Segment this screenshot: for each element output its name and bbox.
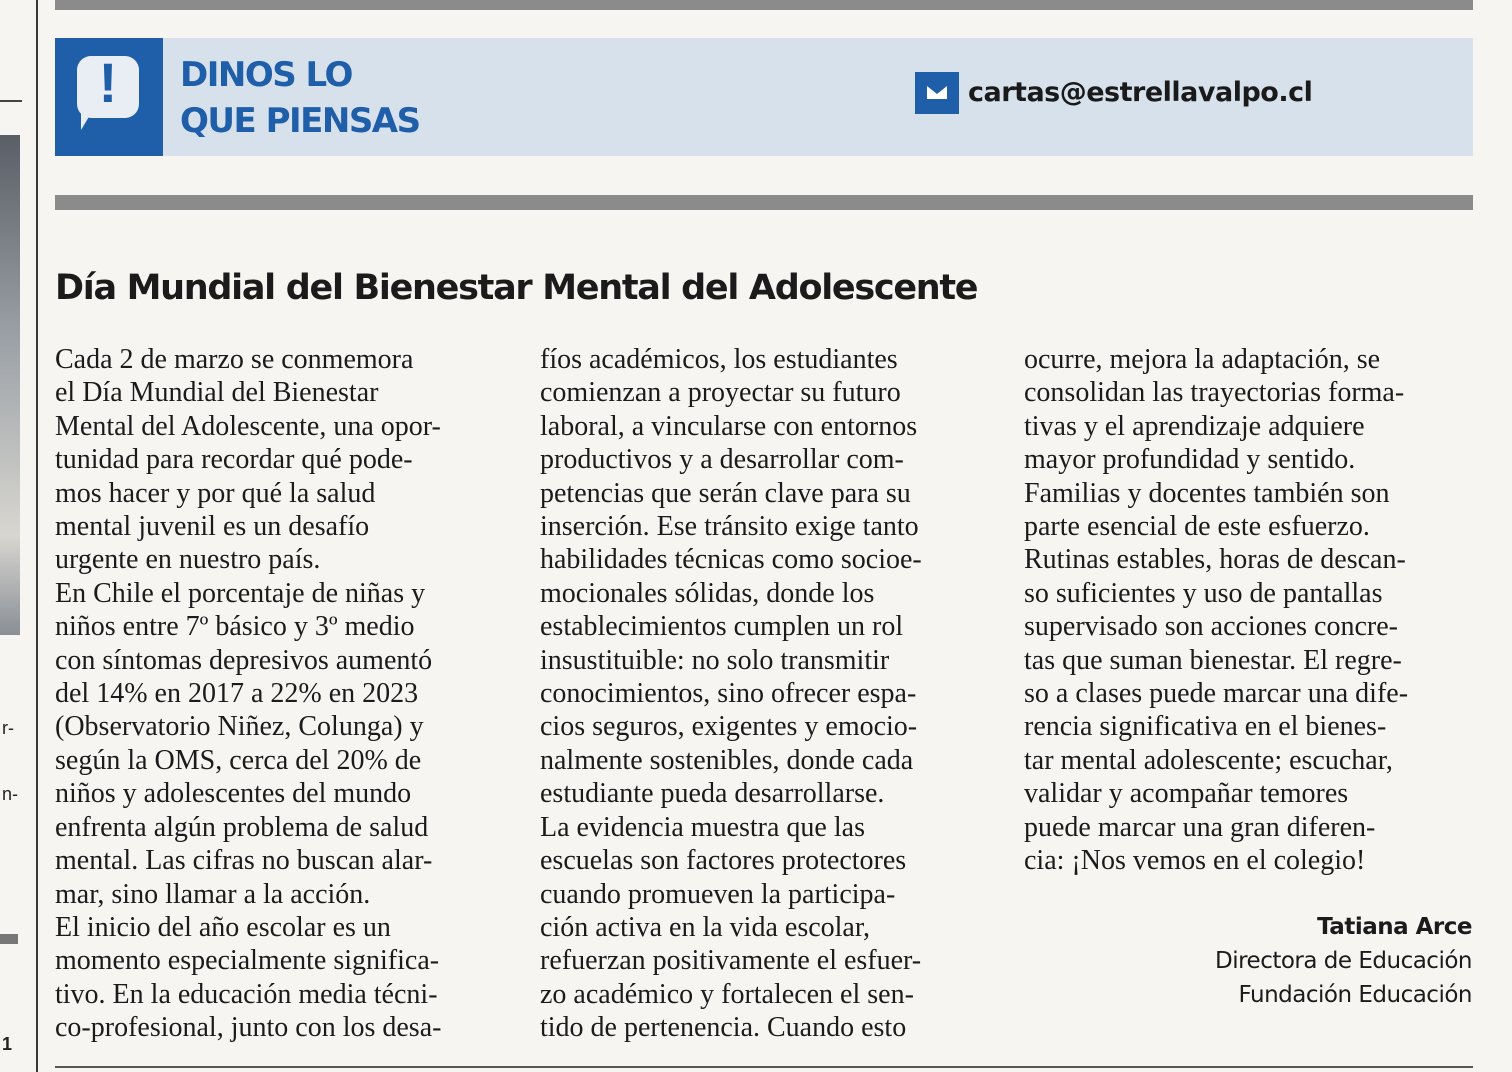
gutter-text-fragment: r- (2, 718, 14, 738)
article-text-line: puede marcar una gran diferen- (1024, 811, 1376, 843)
article-text-line: Mental del Adolescente, una opor- (55, 410, 441, 442)
article-column-1 (55, 343, 510, 1045)
article-text-line: tivas y el aprendizaje adquiere (1024, 410, 1365, 442)
article-text-line: mar, sino llamar a la acción. (55, 878, 371, 910)
section-title (180, 52, 420, 144)
article-text-line: Rutinas estables, horas de descan- (1024, 544, 1406, 576)
article-text-line: habilidades técnicas como socioe- (540, 544, 922, 576)
section-divider-bar (55, 195, 1473, 210)
article-text-line: so suficientes y uso de pantallas (1024, 577, 1383, 609)
article-text-line: co-profesional, junto con los desa- (55, 1012, 442, 1044)
article-text-line: refuerzan positivamente el esfuer- (540, 945, 922, 977)
bottom-rule (55, 1066, 1473, 1068)
article-text-line: inserción. Ese tránsito exige tanto (540, 511, 919, 543)
article-text-line: tas que suman bienestar. El regre- (1024, 644, 1402, 676)
article-text-line: del 14% en 2017 a 22% en 2023 (55, 678, 419, 710)
article-text-line: parte esencial de este esfuerzo. (1024, 511, 1370, 543)
article-text-line: fíos académicos, los estudiantes (540, 344, 898, 375)
article-text-line: cuando promueven la participa- (540, 878, 896, 910)
article-text-line: Cada 2 de marzo se conmemora (55, 344, 414, 375)
article-text-line: tido de pertenencia. Cuando esto (540, 1012, 907, 1044)
article-text-line: mocionales sólidas, donde los (540, 577, 875, 609)
article-text-line: mental. Las cifras no buscan alar- (55, 845, 433, 877)
section-title-line: DINOS LO (180, 55, 352, 95)
article-text-line: enfrenta algún problema de salud (55, 811, 429, 843)
gutter-divider (0, 100, 22, 102)
article-text-line: consolidan las trayectorias forma- (1024, 377, 1405, 409)
article-text-line: el Día Mundial del Bienestar (55, 377, 379, 409)
section-badge (55, 38, 163, 156)
article-text-line: niños y adolescentes del mundo (55, 778, 412, 810)
article-text-line: cios seguros, exigentes y emocio- (540, 711, 918, 743)
gutter-page-number: 1 (2, 1034, 13, 1054)
section-title-line: QUE PIENSAS (180, 101, 420, 141)
article-headline: Día Mundial del Bienestar Mental del Adolescente (55, 268, 978, 308)
gutter-photo-fragment (0, 135, 20, 635)
author-organization: Fundación Educación (1238, 982, 1472, 1008)
article-text-line: En Chile el porcentaje de niñas y (55, 577, 426, 609)
article-text-line: comienzan a proyectar su futuro (540, 377, 901, 409)
article-text-line: niños entre 7º básico y 3º medio (55, 611, 415, 643)
article-text-line: supervisado son acciones concre- (1024, 611, 1398, 643)
article-text-line: productivos y a desarrollar com- (540, 444, 904, 476)
article-text-line: según la OMS, cerca del 20% de (55, 744, 422, 776)
author-name: Tatiana Arce (1317, 914, 1472, 940)
article-text-line: establecimientos cumplen un rol (540, 611, 904, 643)
gutter-rule (36, 0, 38, 1072)
article-text-line: estudiante pueda desarrollarse. (540, 778, 885, 810)
article-text-line: mayor profundidad y sentido. (1024, 444, 1356, 476)
adjacent-page-gutter (0, 0, 40, 1072)
author-title: Directora de Educación (1215, 948, 1472, 974)
article-text-line: urgente en nuestro país. (55, 544, 321, 576)
section-banner (55, 38, 1473, 156)
article-text-line: mental juvenil es un desafío (55, 511, 370, 543)
article-text-line: laboral, a vincularse con entornos (540, 410, 918, 442)
article-text-line: La evidencia muestra que las (540, 811, 865, 843)
article-text-line: (Observatorio Niñez, Colunga) y (55, 711, 424, 743)
gutter-bar (0, 934, 18, 944)
signature-block (1215, 910, 1472, 1012)
gutter-text-fragment: n- (2, 784, 19, 804)
article-text-line: zo académico y fortalecen el sen- (540, 978, 914, 1010)
top-divider-bar (55, 0, 1473, 10)
article-text-line: petencias que serán clave para su (540, 477, 911, 509)
article-text-line: con síntomas depresivos aumentó (55, 644, 433, 676)
article-text-line: momento especialmente significa- (55, 945, 440, 977)
article-text-line: Familias y docentes también son (1024, 477, 1390, 509)
article-text-line: nalmente sostenibles, donde cada (540, 744, 914, 776)
article-text-line: rencia significativa en el bienes- (1024, 711, 1387, 743)
article-text-line: insustituible: no solo transmitir (540, 644, 890, 676)
article-text-line: tar mental adolescente; escuchar, (1024, 744, 1393, 776)
article-column-3 (1024, 343, 1474, 878)
article-text-line: tunidad para recordar qué pode- (55, 444, 413, 476)
article-column-2 (540, 343, 995, 1045)
article-text-line: ocurre, mejora la adaptación, se (1024, 344, 1381, 375)
article-text-line: escuelas son factores protectores (540, 845, 907, 877)
article-text-line: ción activa en la vida escolar, (540, 911, 871, 943)
article-text-line: cia: ¡Nos vemos en el colegio! (1024, 845, 1366, 877)
article-text-line: tivo. En la educación media técni- (55, 978, 438, 1010)
article-text-line: validar y acompañar temores (1024, 778, 1349, 810)
exclamation-speech-bubble-icon: ! (98, 51, 118, 114)
article-text-line: El inicio del año escolar es un (55, 911, 391, 943)
contact-email: cartas@estrellavalpo.cl (968, 77, 1313, 108)
envelope-icon (915, 72, 959, 114)
article-text-line: conocimientos, sino ofrecer espa- (540, 678, 917, 710)
article-text-line: so a clases puede marcar una dife- (1024, 678, 1409, 710)
article-text-line: mos hacer y por qué la salud (55, 477, 376, 509)
